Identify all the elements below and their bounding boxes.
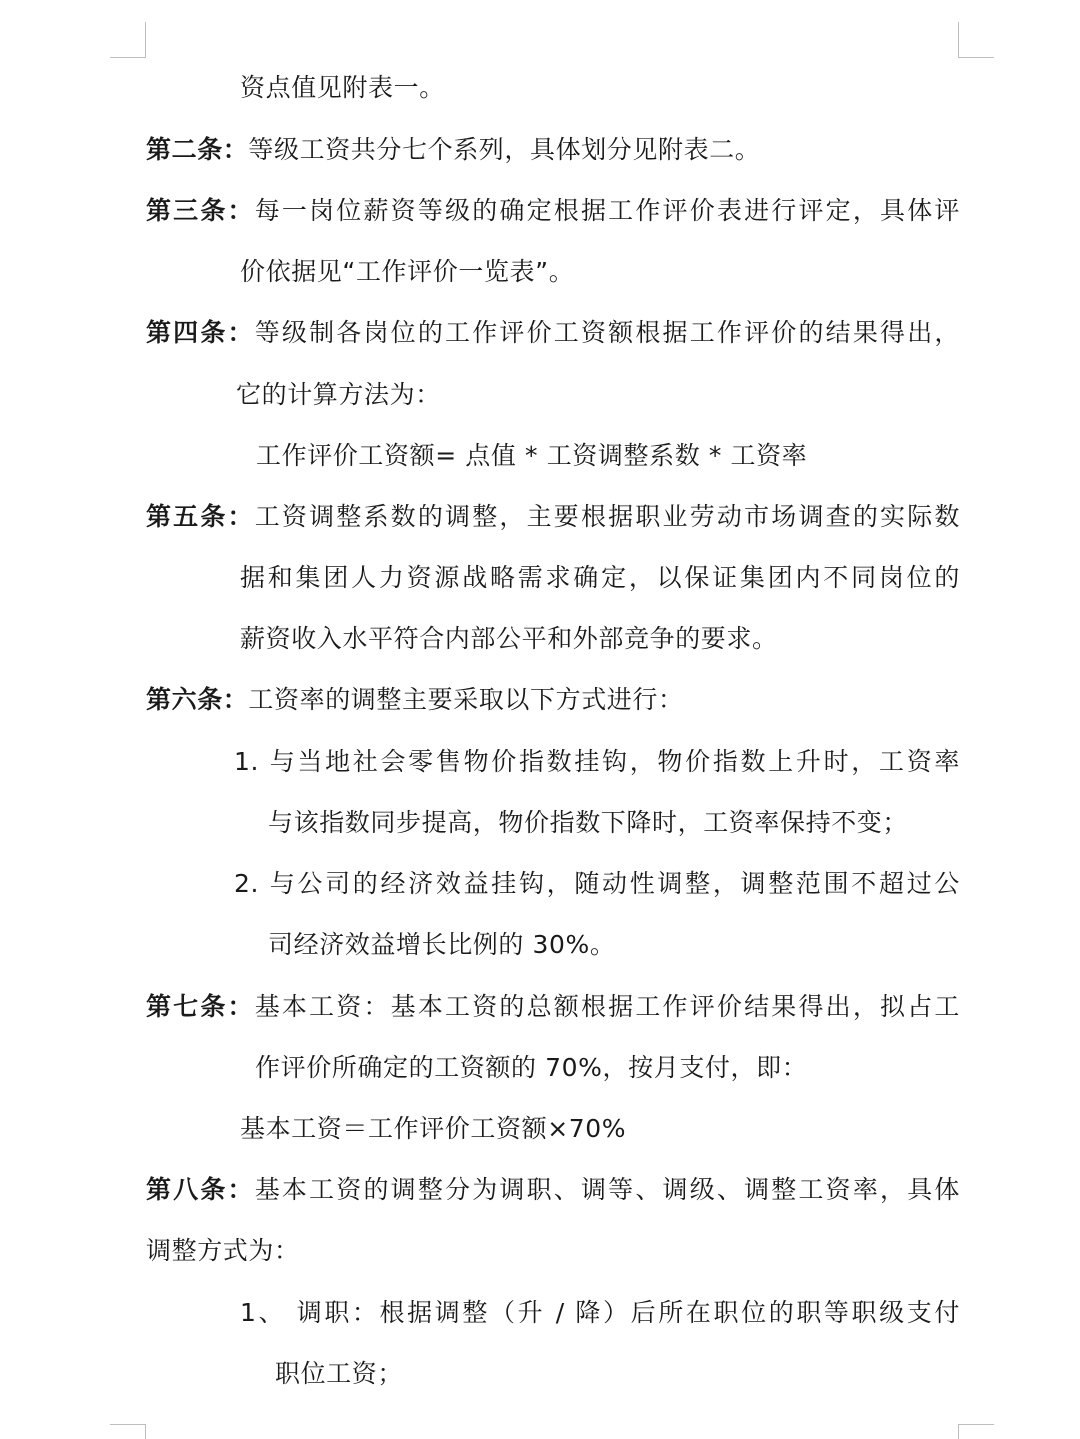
article-5-heading: 第五条： (146, 502, 255, 531)
article-3-heading: 第三条： (146, 196, 255, 225)
article-5-line-3: 薪资收入水平符合内部公平和外部竞争的要求。 (240, 624, 778, 653)
crop-mark-top-right-h (958, 57, 994, 58)
article-3-line-1 (146, 194, 960, 228)
article-5-line-1 (146, 500, 960, 534)
crop-mark-bottom-left-v (145, 1424, 146, 1439)
article-8-item-1-line-2: 职位工资； (275, 1359, 404, 1388)
article-6-line-1 (146, 683, 684, 717)
article-1-line-1: 资点值见附表一。 (240, 73, 445, 102)
article-7-line-2: 作评价所确定的工资额的 70%，按月支付，即： (255, 1053, 808, 1082)
article-6-heading: 第六条： (146, 685, 249, 714)
article-8-item-1-line-1: 1、 调职：根据调整（升 / 降）后所在职位的职等职级支付 (240, 1298, 960, 1327)
crop-mark-top-left-v (145, 22, 146, 58)
article-2-text: 等级工资共分七个系列，具体划分见附表二。 (248, 135, 761, 164)
article-4-line-2: 它的计算方法为： (236, 380, 441, 409)
article-8-text-1: 基本工资的调整分为调职、调等、调级、调整工资率，具体 (254, 1175, 960, 1204)
formula-work-evaluation-wage: 工作评价工资额= 点值 * 工资调整系数 * 工资率 (256, 441, 808, 470)
formula-basic-wage: 基本工资＝工作评价工资额×70% (240, 1114, 627, 1143)
article-6-item-1-line-1: 1. 与当地社会零售物价指数挂钩，物价指数上升时，工资率 (234, 747, 960, 776)
article-5-text-1: 工资调整系数的调整，主要根据职业劳动市场调查的实际数 (254, 502, 960, 531)
article-4-text-1: 等级制各岗位的工作评价工资额根据工作评价的结果得出， (254, 318, 960, 347)
article-7-heading: 第七条： (146, 992, 255, 1021)
article-8-line-1 (146, 1173, 960, 1207)
article-4-heading: 第四条： (146, 318, 255, 347)
crop-mark-bottom-right-v (958, 1424, 959, 1439)
article-2-line-1 (146, 133, 760, 167)
article-6-item-2-line-2: 司经济效益增长比例的 30%。 (268, 930, 616, 959)
article-3-text-1: 每一岗位薪资等级的确定根据工作评价表进行评定，具体评 (254, 196, 960, 225)
article-6-item-2-line-1: 2. 与公司的经济效益挂钩，随动性调整，调整范围不超过公 (234, 869, 960, 898)
crop-mark-bottom-right-h (958, 1424, 994, 1425)
article-7-text-1: 基本工资：基本工资的总额根据工作评价结果得出，拟占工 (254, 992, 960, 1021)
crop-mark-bottom-left-h (110, 1424, 146, 1425)
article-3-line-2: 价依据见“工作评价一览表”。 (240, 257, 575, 286)
article-2-heading: 第二条： (146, 135, 249, 164)
article-6-text-1: 工资率的调整主要采取以下方式进行： (248, 685, 684, 714)
crop-mark-top-right-v (958, 22, 959, 58)
crop-mark-top-left-h (110, 57, 146, 58)
article-7-line-1 (146, 990, 960, 1024)
article-8-heading: 第八条： (146, 1175, 255, 1204)
article-4-line-1 (146, 316, 960, 350)
article-8-line-2: 调整方式为： (146, 1236, 300, 1265)
article-5-line-2: 据和集团人力资源战略需求确定，以保证集团内不同岗位的 (240, 563, 960, 592)
article-6-item-1-line-2: 与该指数同步提高，物价指数下降时，工资率保持不变； (268, 808, 909, 837)
